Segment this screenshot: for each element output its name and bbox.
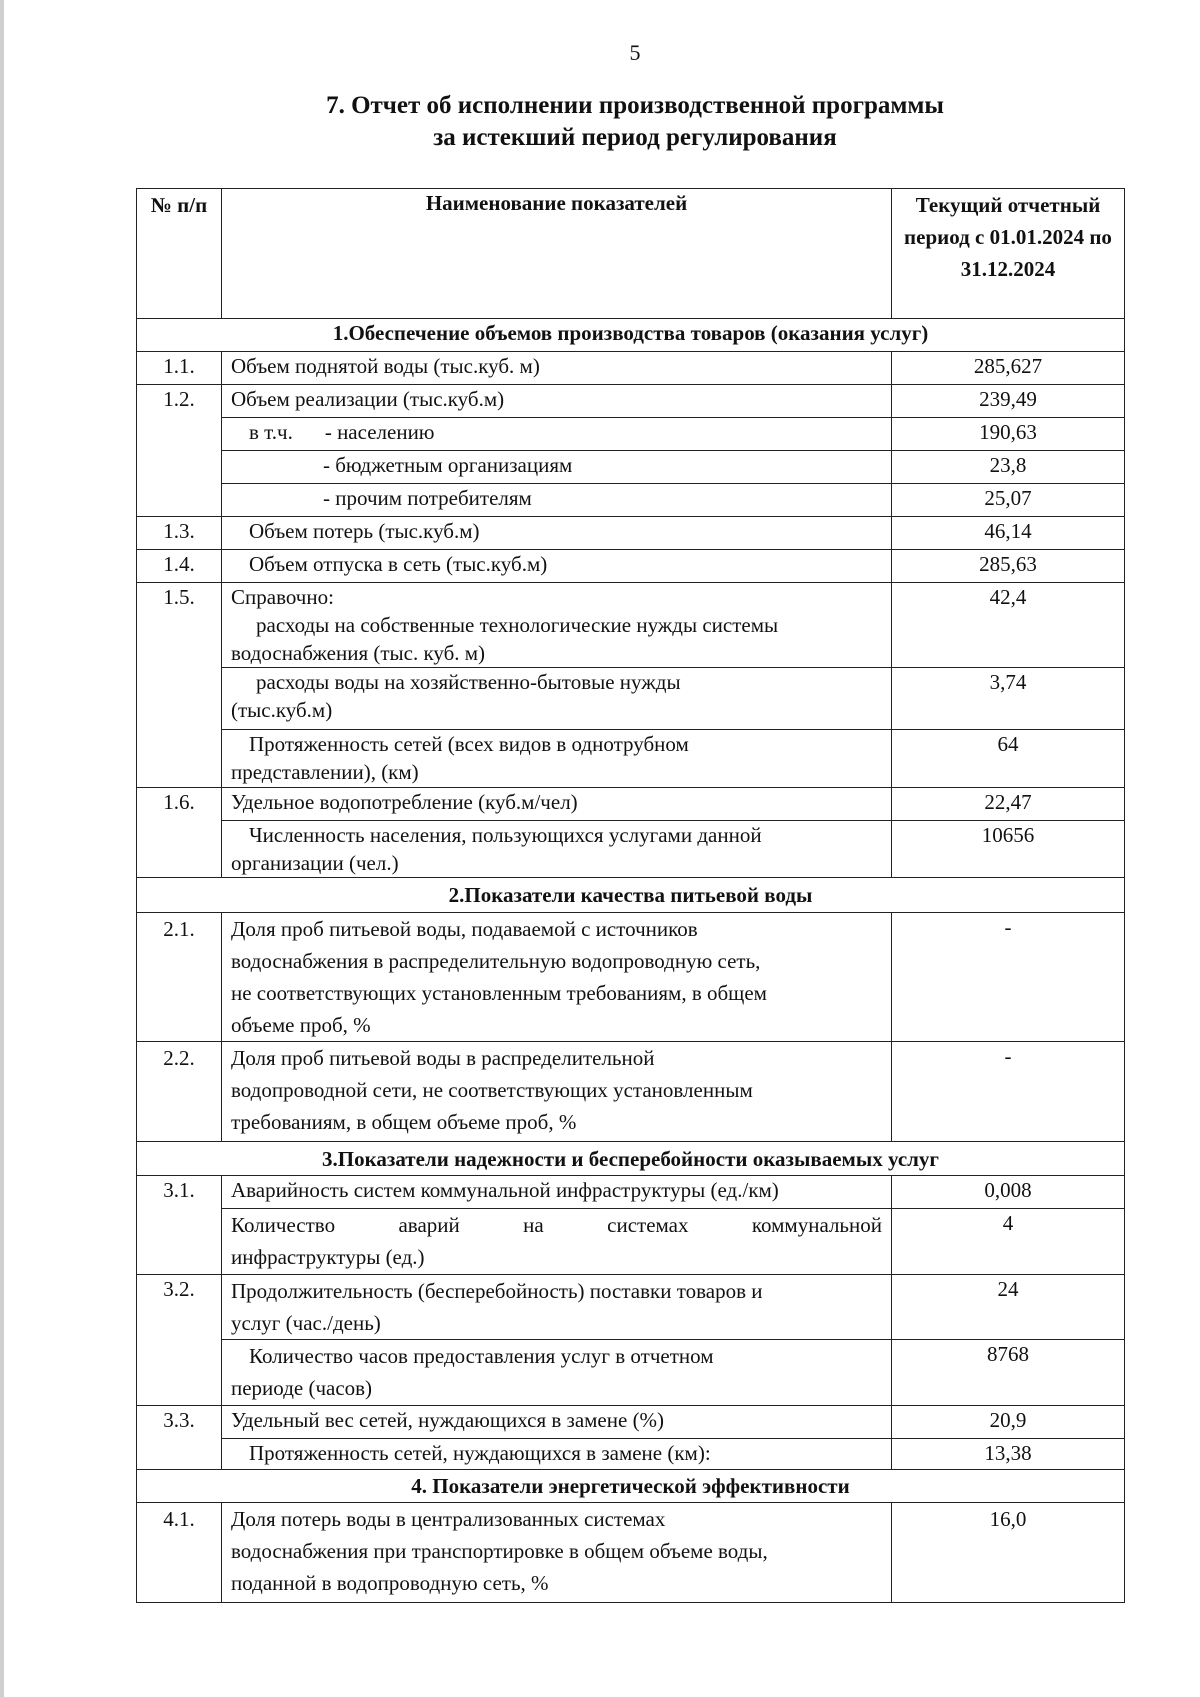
row-value: 20,9	[892, 1406, 1125, 1439]
row-number: 3.2.	[137, 1275, 222, 1406]
row-name-line: водоснабжения в распределительную водопроводную сеть,	[231, 949, 761, 973]
scan-edge	[0, 0, 4, 1697]
row-value: 3,74	[892, 668, 1125, 730]
row-value: -	[892, 1042, 1125, 1142]
row-number: 2.1.	[137, 913, 222, 1042]
table-row	[137, 583, 1125, 668]
table-row	[137, 1406, 1125, 1439]
table-row	[137, 1042, 1125, 1142]
row-name-line: инфраструктуры (ед.)	[231, 1245, 425, 1269]
row-number: 1.4.	[137, 550, 222, 583]
page-number: 5	[629, 40, 641, 65]
row-name-line: Доля потерь воды в централизованных системах	[231, 1507, 666, 1531]
table-row	[137, 418, 1125, 451]
report-table	[136, 188, 1125, 1603]
row-name-text: - населению	[324, 420, 435, 444]
section-title: 2.Показатели качества питьевой воды	[137, 878, 1125, 913]
table-row	[137, 668, 1125, 730]
row-name-line: водоснабжения (тыс. куб. м)	[231, 641, 486, 665]
header-row	[137, 189, 1125, 319]
row-name-line: объеме проб, %	[231, 1013, 371, 1037]
row-name-line: требованиям, в общем объеме проб, %	[231, 1110, 577, 1134]
row-number: 1.3.	[137, 517, 222, 550]
row-name-line: расходы на собственные технологические нужды системы	[256, 613, 779, 637]
row-name-line: Доля проб питьевой воды в распределительной	[231, 1046, 655, 1070]
row-name	[222, 1275, 892, 1340]
section-row	[137, 319, 1125, 352]
row-label: Справочно:	[231, 585, 334, 609]
section-title: 3.Показатели надежности и бесперебойности оказываемых услуг	[137, 1142, 1125, 1176]
row-number: 4.1.	[137, 1503, 222, 1603]
table-row	[137, 517, 1125, 550]
row-value: 23,8	[892, 451, 1125, 484]
row-name-line: расходы воды на хозяйственно-бытовые нужды	[256, 670, 681, 694]
row-name-line: не соответствующих установленным требованиям, в общем	[231, 981, 767, 1005]
row-value: 0,008	[892, 1176, 1125, 1209]
section-title: 4. Показатели энергетической эффективности	[137, 1470, 1125, 1503]
row-name	[222, 668, 892, 730]
row-value: 10656	[892, 821, 1125, 878]
row-name: Протяженность сетей, нуждающихся в замене (км):	[222, 1439, 892, 1470]
row-name	[222, 1503, 892, 1603]
row-name-line: Доля проб питьевой воды, подаваемой с источников	[231, 917, 698, 941]
table-row	[137, 352, 1125, 385]
section-row	[137, 1142, 1125, 1176]
table-row	[137, 1176, 1125, 1209]
row-name: Объем отпуска в сеть (тыс.куб.м)	[222, 550, 892, 583]
row-name: - прочим потребителям	[222, 484, 892, 517]
row-name-line: водопроводной сети, не соответствующих установленным	[231, 1078, 753, 1102]
row-name	[222, 1209, 892, 1275]
row-name-line: услуг (час./день)	[231, 1311, 381, 1335]
table-row	[137, 788, 1125, 821]
row-name	[222, 1340, 892, 1406]
table-row	[137, 385, 1125, 418]
row-name-line: Количество часов предоставления услуг в отчетном	[249, 1344, 714, 1368]
row-value: 46,14	[892, 517, 1125, 550]
row-name-line: водоснабжения при транспортировке в общем объеме воды,	[231, 1539, 768, 1563]
table-row	[137, 1340, 1125, 1406]
row-value: 239,49	[892, 385, 1125, 418]
row-value: 285,627	[892, 352, 1125, 385]
table-row	[137, 1209, 1125, 1275]
table-row	[137, 821, 1125, 878]
row-prefix: в т.ч.	[249, 420, 293, 444]
table-row	[137, 1503, 1125, 1603]
row-name	[222, 583, 892, 668]
row-name	[222, 418, 892, 451]
row-name: Удельное водопотребление (куб.м/чел)	[222, 788, 892, 821]
row-name: Объем поднятой воды (тыс.куб. м)	[222, 352, 892, 385]
row-value: 25,07	[892, 484, 1125, 517]
row-name-line: периоде (часов)	[231, 1376, 373, 1400]
row-name-line: Количество аварий на системах коммунальной	[231, 1213, 882, 1237]
row-name-line: поданной в водопроводную сеть, %	[231, 1571, 549, 1595]
row-value: -	[892, 913, 1125, 1042]
title-line-2: за истекший период регулирования	[433, 124, 837, 151]
row-value: 8768	[892, 1340, 1125, 1406]
table-row	[137, 484, 1125, 517]
row-name	[222, 821, 892, 878]
row-number: 3.3.	[137, 1406, 222, 1470]
row-value: 285,63	[892, 550, 1125, 583]
row-value: 190,63	[892, 418, 1125, 451]
table-row	[137, 1439, 1125, 1470]
row-number: 3.1.	[137, 1176, 222, 1275]
row-name-line: Численность населения, пользующихся услугами данной	[249, 823, 762, 847]
row-number: 2.2.	[137, 1042, 222, 1142]
row-name-line: представлении), (км)	[231, 760, 419, 784]
row-name-line: Продолжительность (бесперебойность) поставки товаров и	[231, 1279, 763, 1303]
row-name: Объем реализации (тыс.куб.м)	[222, 385, 892, 418]
row-value: 24	[892, 1275, 1125, 1340]
row-value: 64	[892, 730, 1125, 788]
header-num: № п/п	[137, 189, 222, 319]
table-row	[137, 550, 1125, 583]
row-name	[222, 1042, 892, 1142]
row-number: 1.6.	[137, 788, 222, 878]
row-value: 42,4	[892, 583, 1125, 668]
row-value: 4	[892, 1209, 1125, 1275]
row-value: 13,38	[892, 1439, 1125, 1470]
row-number: 1.2.	[137, 385, 222, 517]
row-name	[222, 730, 892, 788]
row-number: 1.1.	[137, 352, 222, 385]
table-row	[137, 1275, 1125, 1340]
row-name: Объем потерь (тыс.куб.м)	[222, 517, 892, 550]
row-value: 16,0	[892, 1503, 1125, 1603]
section-row	[137, 1470, 1125, 1503]
table-row	[137, 451, 1125, 484]
row-name-line: организации (чел.)	[231, 851, 399, 875]
row-name: - бюджетным организациям	[222, 451, 892, 484]
row-name-line: Протяженность сетей (всех видов в однотрубном	[249, 732, 689, 756]
row-number: 1.5.	[137, 583, 222, 788]
section-row	[137, 878, 1125, 913]
row-name	[222, 913, 892, 1042]
header-period: Текущий отчетный период с 01.01.2024 по 31.12.2024	[892, 189, 1125, 319]
title-line-1: 7. Отчет об исполнении производственной программы	[326, 92, 944, 119]
row-value: 22,47	[892, 788, 1125, 821]
table-row	[137, 730, 1125, 788]
page-title	[0, 90, 1200, 154]
row-name-line: (тыс.куб.м)	[231, 698, 333, 722]
section-title: 1.Обеспечение объемов производства товаров (оказания услуг)	[137, 319, 1125, 352]
row-name: Удельный вес сетей, нуждающихся в замене (%)	[222, 1406, 892, 1439]
row-name: Аварийность систем коммунальной инфраструктуры (ед./км)	[222, 1176, 892, 1209]
header-name: Наименование показателей	[222, 189, 892, 319]
table-row	[137, 913, 1125, 1042]
